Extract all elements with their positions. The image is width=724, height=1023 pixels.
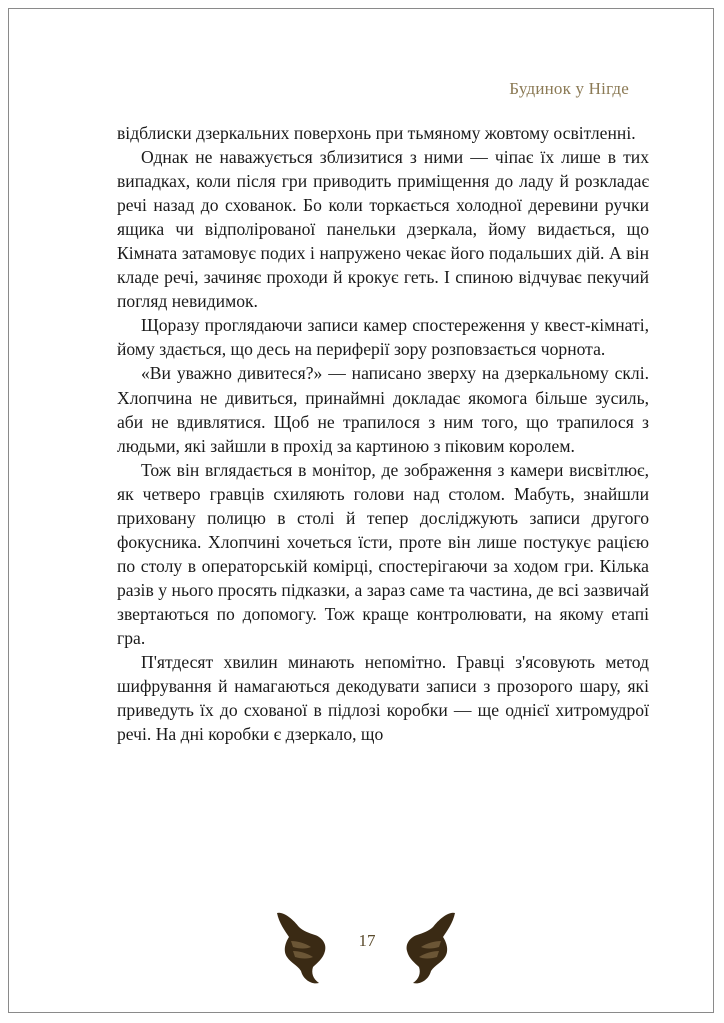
paragraph: Щоразу проглядаючи записи камер спостереження у квест-кімнаті, йому здається, що десь на периферії зору розповзається чорнота. <box>117 315 649 360</box>
paragraph: «Ви уважно дивитеся?» — написано зверху на дзеркальному склі. Хлопчина не дивиться, принаймні докладає якомога більше зусиль, аби не вдивлятися. Щоб не трапилося з ним того, що трапилося з людьми, які зайшли в прохід за картиною з піковим королем. <box>117 363 649 456</box>
page-footer <box>9 899 713 999</box>
paragraph: відблиски дзеркальних поверхонь при тьмяному жовтому освітленні. <box>117 123 636 143</box>
pointing-hand-icon <box>271 907 335 987</box>
running-head: Будинок у Нігде <box>509 79 629 98</box>
page-number: 17 <box>358 931 376 950</box>
paragraph: П'ятдесят хвилин минають непомітно. Гравці з'ясовують метод шифрування й намагаються декодувати записи з прозорого шару, які приведуть їх до схованої в підлозі коробки — ще однієї хитромудрої речі. На дні коробки є дзеркало, що <box>117 652 649 745</box>
paragraph: Однак не наважується зблизитися з ними — чіпає їх лише в тих випадках, коли після гри приводить приміщення до ладу й розкладає речі назад до схованок. Бо коли торкається холодної деревини ручки ящика чи відполірованої панельки дзеркала, йому видається, що Кімната затамовує подих і напружено чекає його подальших дій. А він кладе речі, зачиняє проходи й крокує геть. І спиною відчуває пекучий погляд невидимок. <box>117 147 649 312</box>
pointing-hand-icon <box>397 907 461 987</box>
paragraph: Тож він вглядається в монітор, де зображення з камери висвітлює, як четверо гравців схиляють голови над столом. Мабуть, знайшли приховану полицю в столі й тепер досліджують записи другого фокусника. Хлопчині хочеться їсти, проте він лише постукує рацією по столу в операторській комірці, спостерігаючи за ходом гри. Кілька разів у нього просять підказки, а зараз саме та частина, де всі зазвичай звертаються по допомогу. Тож краще контролювати, на якому етапі гра. <box>117 459 649 648</box>
book-page <box>8 8 714 1013</box>
body-text <box>117 121 649 746</box>
